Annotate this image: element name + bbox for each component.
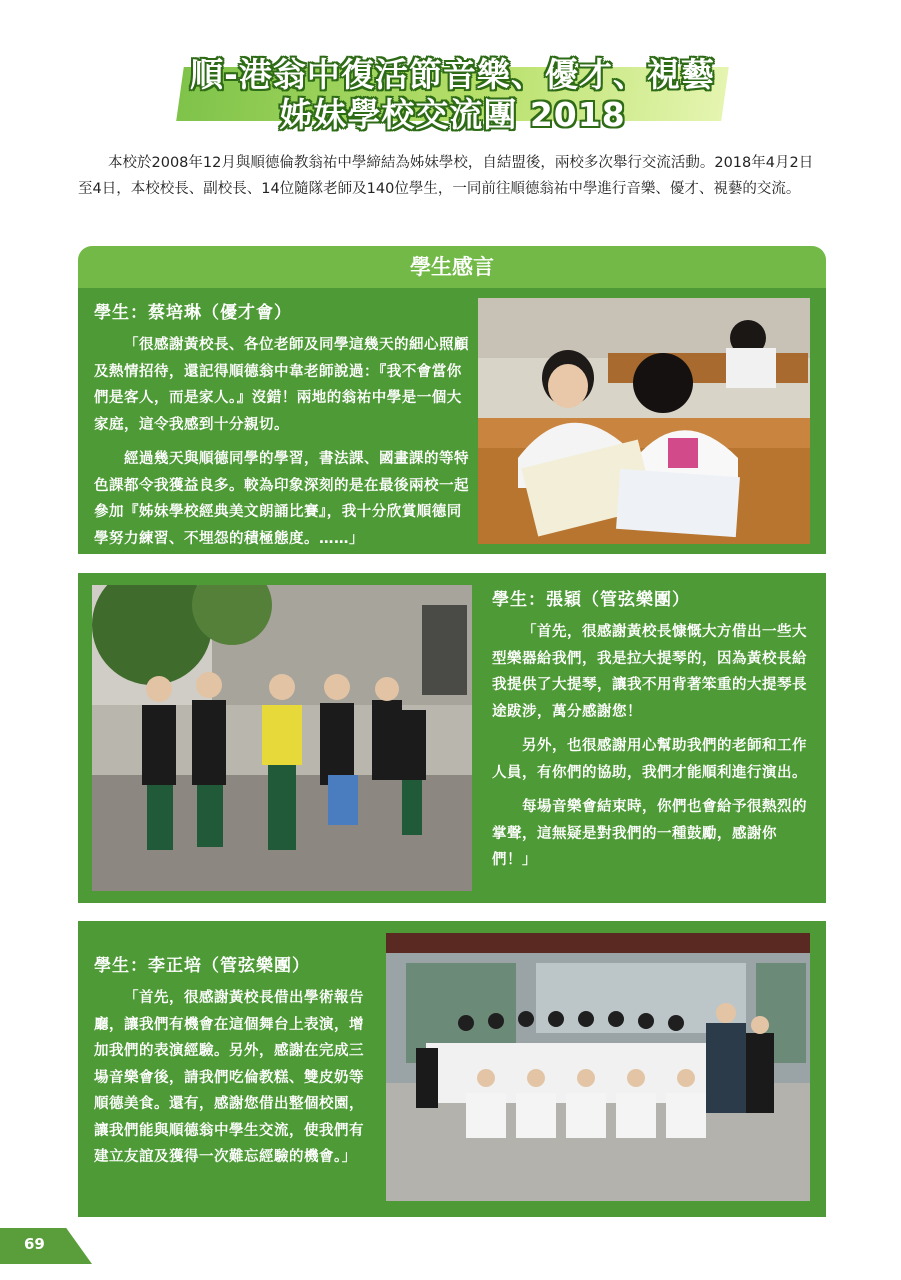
student-quote — [94, 985, 374, 1179]
student-name: 學生：李正培（管弦樂團） — [94, 956, 310, 976]
student-quote — [492, 619, 812, 882]
title-banner — [180, 45, 725, 134]
student-panel-3 — [78, 921, 826, 1217]
student-name: 學生：張穎（管弦樂團） — [492, 590, 690, 610]
page-number-tab — [0, 1228, 92, 1264]
student-quote — [94, 332, 472, 560]
student-panel-1 — [78, 288, 826, 554]
quote-paragraph: 另外，也很感謝用心幫助我們的老師和工作人員，有你們的協助，我們才能順利進行演出。 — [492, 738, 807, 781]
section-title: 學生感言 — [78, 246, 826, 288]
photo-group-outdoor — [92, 585, 472, 891]
quote-paragraph: 「很感謝黃校長、各位老師及同學這幾天的細心照顧及熱情招待，還記得順德翁中韋老師說過：『我不會當你們是客人，而是家人。』沒錯！兩地的翁祐中學是一個大家庭，這令我感到十分親切。 — [94, 337, 469, 433]
photo-classroom — [478, 298, 810, 544]
quote-paragraph: 「首先，很感謝黃校長借出學術報告廳，讓我們有機會在這個舞台上表演，增加我們的表演經驗。另外，感謝在完成三場音樂會後，請我們吃倫教糕、雙皮奶等順德美食。還有，感謝您借出整個校園，讓我們能與順德翁中學生交流，使我們有建立友誼及獲得一次難忘經驗的機會。」 — [94, 990, 364, 1165]
quote-paragraph: 每場音樂會結束時，你們也會給予很熱烈的掌聲，這無疑是對我們的一種鼓勵，感謝你們！」 — [492, 799, 807, 868]
student-panel-2 — [78, 573, 826, 903]
student-name: 學生：蔡培琳（優才會） — [94, 303, 292, 323]
intro-paragraph: 本校於2008年12月與順德倫教翁祐中學締結為姊妹學校，自結盟後，兩校多次舉行交流活動。2018年4月2日至4日，本校校長、副校長、14位隨隊老師及140位學生，一同前往順德翁祐中學進行音樂、優才、視藝的交流。 — [78, 155, 814, 197]
quote-paragraph: 「首先，很感謝黃校長慷慨大方借出一些大型樂器給我們，我是拉大提琴的，因為黃校長給我提供了大提琴，讓我不用背著笨重的大提琴長途跋涉，萬分感謝您！ — [492, 624, 807, 720]
page-number: 69 — [24, 1235, 45, 1253]
photo-group-building — [386, 933, 810, 1201]
page-title-line-1: 順-港翁中復活節音樂、優才、視藝 — [190, 55, 715, 94]
quote-paragraph: 經過幾天與順德同學的學習，書法課、國畫課的等特色課都令我獲益良多。較為印象深刻的是在最後兩校一起參加『姊妹學校經典美文朗誦比賽』，我十分欣賞順德同學努力練習、不埋怨的積極態度。……」 — [94, 451, 469, 547]
page-title-line-2: 姊妹學校交流團 2018 — [279, 95, 626, 134]
